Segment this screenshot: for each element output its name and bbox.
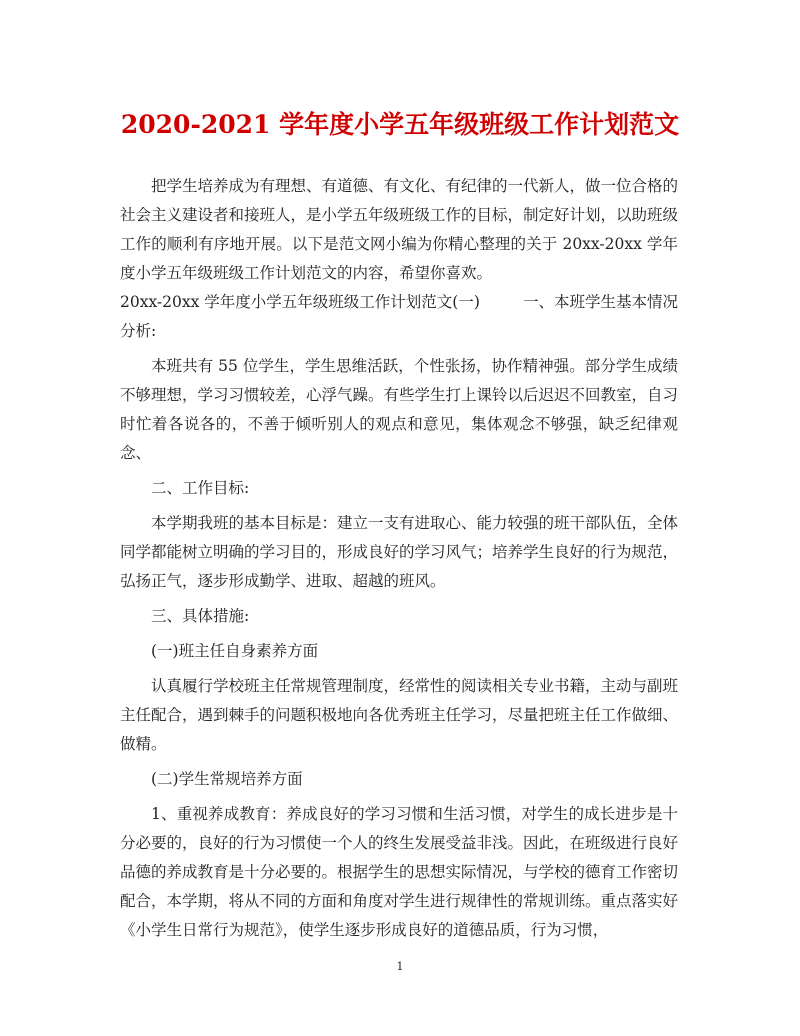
subtitle-line: [120, 288, 678, 317]
section1-heading: 一、本班学生基本情况: [522, 293, 678, 311]
sub2-heading: (二)学生常规培养方面: [151, 770, 303, 788]
section2-paragraph: 本学期我班的基本目标是：建立一支有进取心、能力较强的班干部队伍，全体同学都能树立明确的学习目的，形成良好的学习风气；培养学生良好的行为规范，弘扬正气，逐步形成勤学、进取、超越的班风。: [120, 514, 679, 590]
sub1-paragraph: 认真履行学校班主任常规管理制度，经常性的阅读相关专业书籍，主动与副班主任配合，遇到棘手的问题积极地向各优秀班主任学习，尽量把班主任工作做细、做精。: [120, 677, 679, 753]
document-body: [120, 172, 678, 945]
section3-heading: 三、具体措施:: [151, 607, 250, 625]
section1-paragraph: 本班共有 55 位学生，学生思维活跃，个性张扬，协作精神强。部分学生成绩不够理想，学习习惯较差，心浮气躁。有些学生打上课铃以后迟迟不回教室，自习时忙着各说各的，不善于倾听别人的观点和意见，集体观念不够强，缺乏纪律观念、: [120, 357, 679, 462]
section1-heading-cont: 分析:: [120, 322, 157, 340]
document-title: 2020-2021 学年度小学五年级班级工作计划范文: [120, 110, 680, 139]
sub1-heading: (一)班主任自身素养方面: [151, 642, 319, 660]
section2-heading: 二、工作目标:: [151, 479, 250, 497]
sub2-paragraph: 1、重视养成教育：养成良好的学习习惯和生活习惯，对学生的成长进步是十分必要的，良好的行为习惯使一个人的终生发展受益非浅。因此，在班级进行良好品德的养成教育是十分必要的。根据学生的思想实际情况，与学校的德育工作密切配合，本学期，将从不同的方面和角度对学生进行规律性的常规训练。重点落实好《小学生日常行为规范》，使学生逐步形成良好的道德品质，行为习惯，: [120, 805, 679, 939]
intro-paragraph: 把学生培养成为有理想、有道德、有文化、有纪律的一代新人，做一位合格的社会主义建设者和接班人，是小学五年级班级工作的目标，制定好计划，以助班级工作的顺利有序地开展。以下是范文网小编为你精心整理的关于 20xx-20xx 学年度小学五年级班级工作计划范文的内容，希望你喜欢。: [120, 177, 679, 282]
page-number: 1: [396, 960, 404, 973]
document-subtitle: 20xx-20xx 学年度小学五年级班级工作计划范文(一): [120, 293, 480, 311]
